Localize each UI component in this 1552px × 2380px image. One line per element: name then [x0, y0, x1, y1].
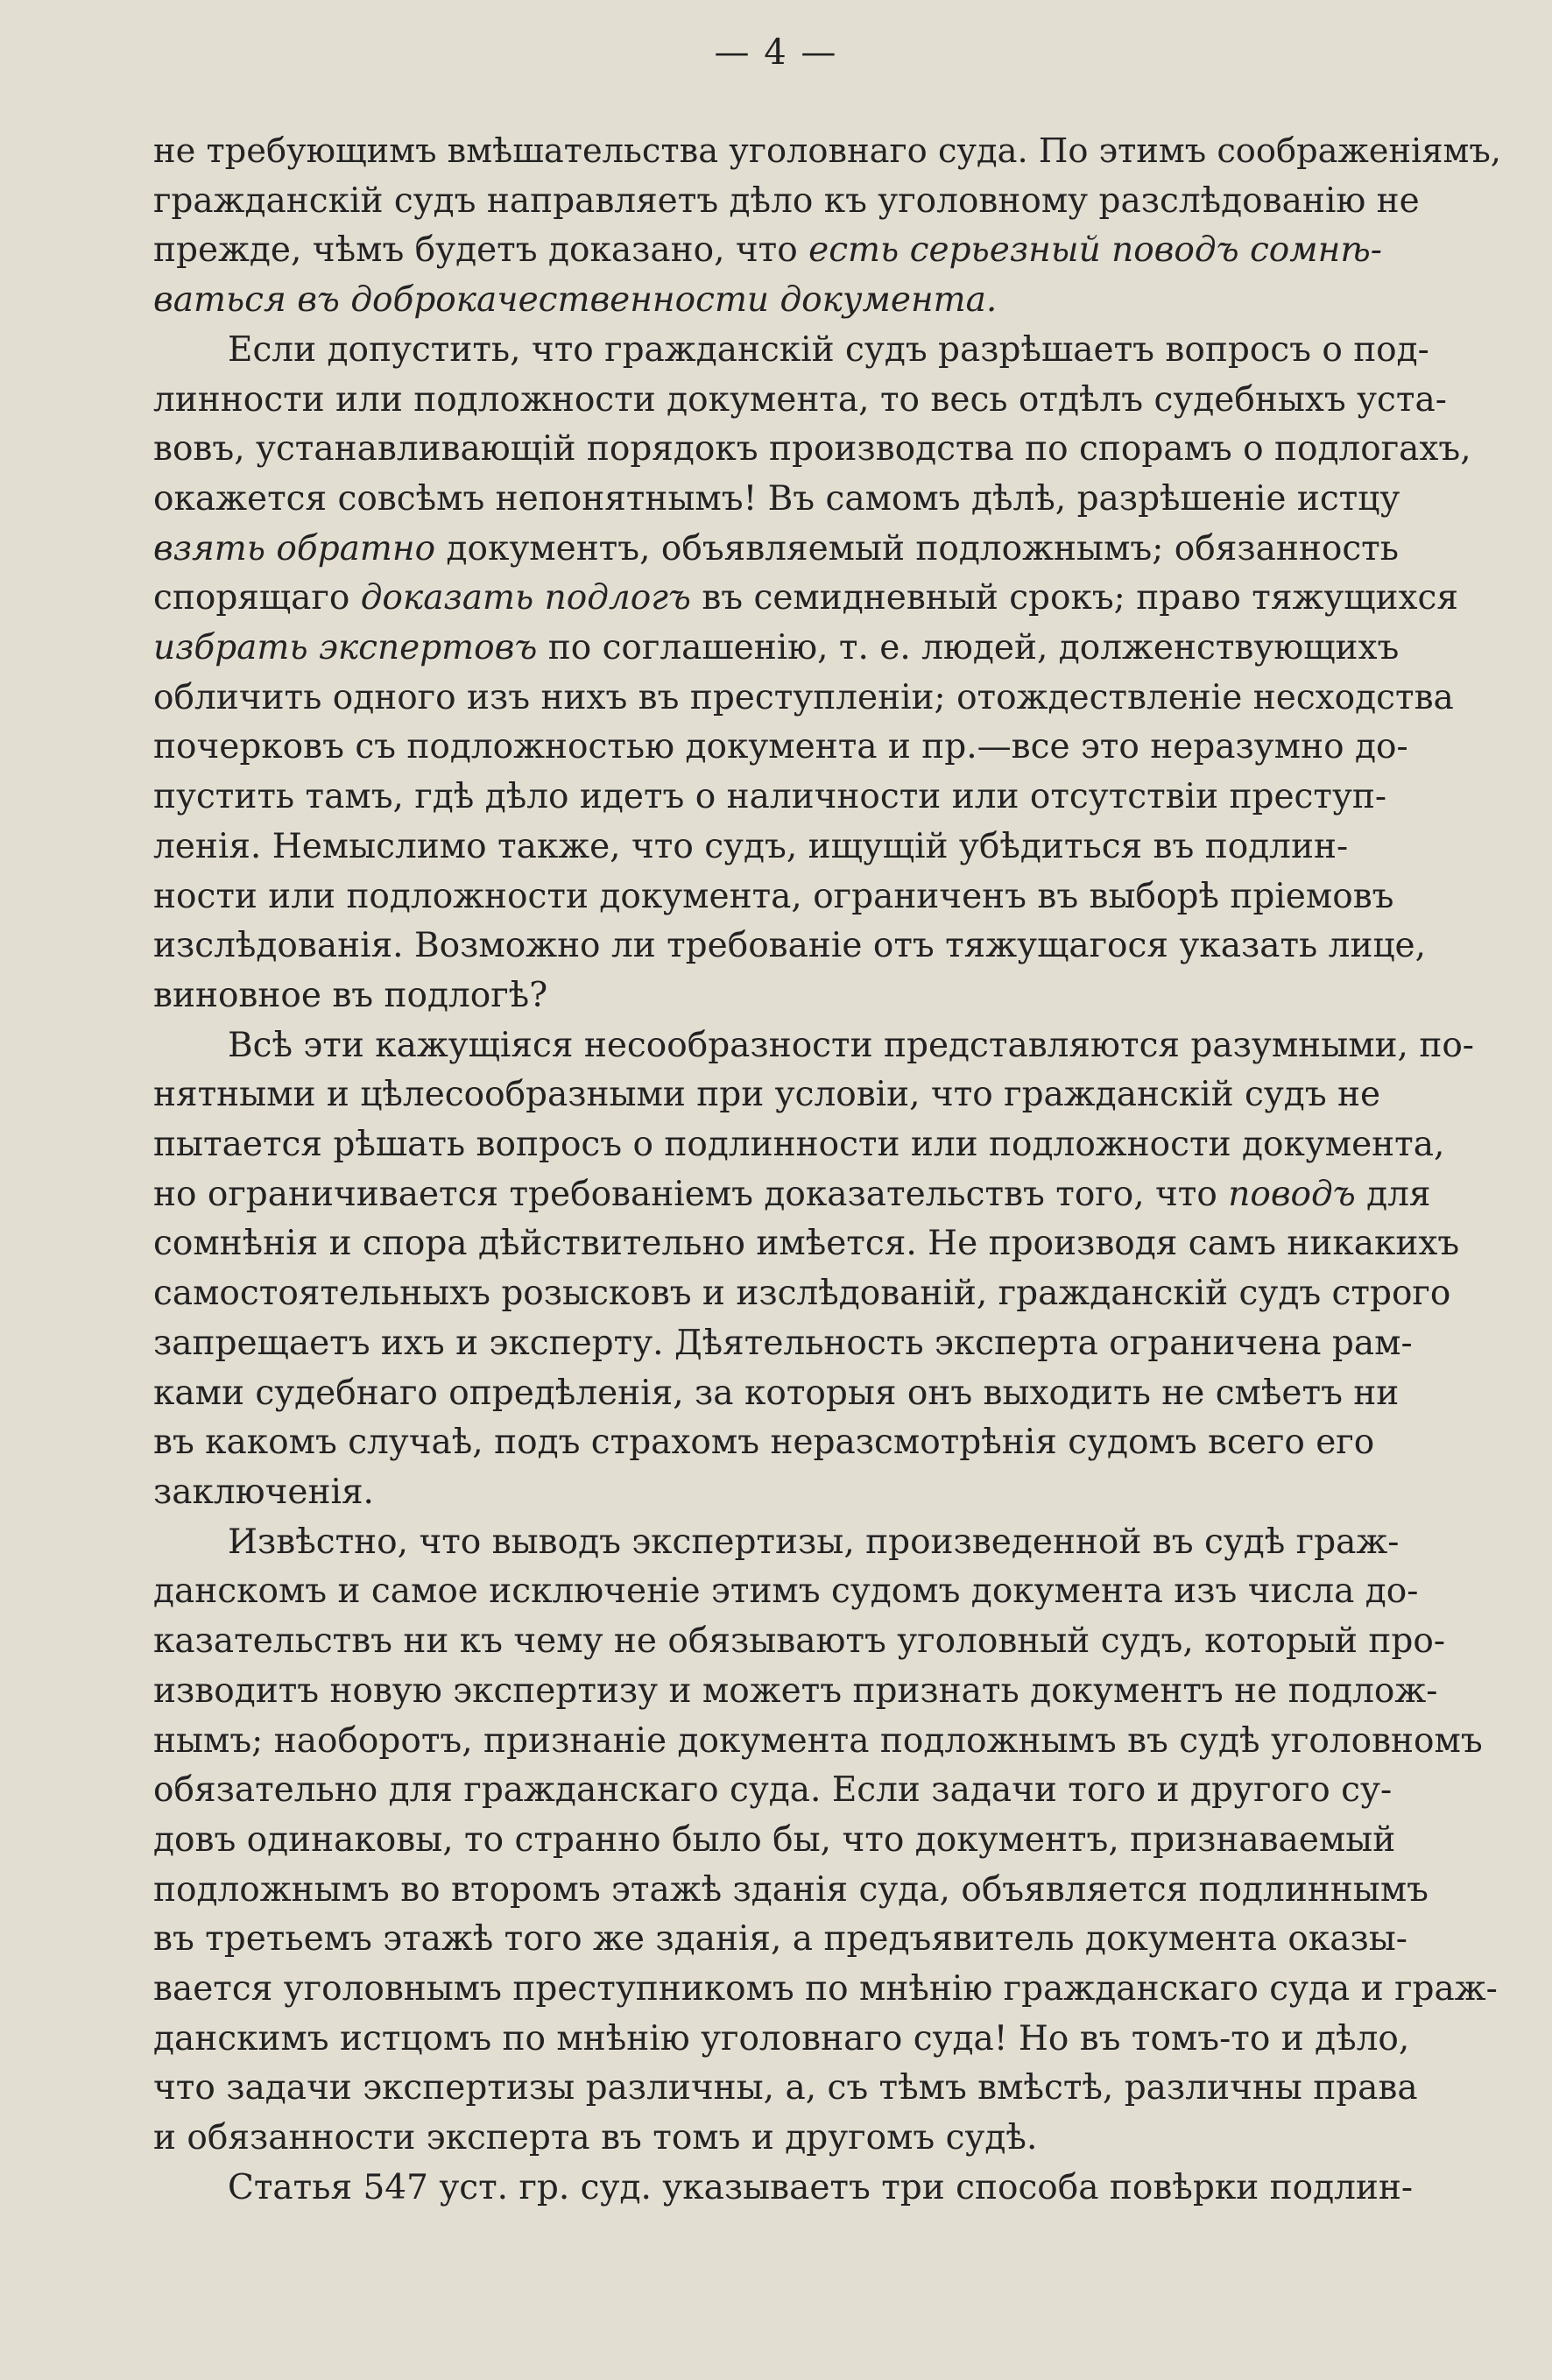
text-run: прежде, чѣмъ будетъ доказано, что [153, 230, 809, 271]
text-line [153, 574, 1502, 624]
text-line [153, 525, 1502, 575]
text-run: запрещаетъ ихъ и эксперту. Дѣятельность эксперта ограничена рам- [153, 1323, 1413, 1363]
text-run: Если допустить, что гражданскій судъ разрѣшаетъ вопросъ о под- [228, 329, 1429, 370]
text-line [153, 1120, 1502, 1170]
emphasis-text: ваться въ доброкачественности документа. [153, 280, 998, 321]
text-run: самостоятельныхъ розысковъ и изслѣдованій, гражданскій судъ строго [153, 1274, 1451, 1314]
text-run: и обязанности эксперта въ томъ и другомъ судѣ. [153, 2118, 1038, 2158]
text-line [153, 773, 1502, 823]
text-run: заключенія. [153, 1472, 374, 1512]
text-line [153, 823, 1502, 872]
text-line [153, 1965, 1502, 2015]
text-line [153, 1866, 1502, 1916]
text-run: нятными и цѣлесообразными при условіи, что гражданскій судъ не [153, 1075, 1381, 1115]
text-line [153, 922, 1502, 971]
text-line [153, 2164, 1502, 2214]
text-line [153, 1915, 1502, 1965]
text-run: ленія. Немыслимо также, что судъ, ищущій убѣдиться въ подлин- [153, 826, 1349, 866]
text-run: пустить тамъ, гдѣ дѣло идетъ о наличности или отсутствіи преступ- [153, 777, 1387, 817]
text-run: въ семидневный срокъ; право тяжущихся [690, 578, 1458, 618]
text-line [153, 1418, 1502, 1468]
text-line [153, 1319, 1502, 1369]
text-run: линности или подложности документа, то весь отдѣлъ судебныхъ уста- [153, 379, 1447, 420]
text-line [153, 1518, 1502, 1568]
text-line [153, 872, 1502, 922]
text-run: ности или подложности документа, ограниченъ въ выборѣ пріемовъ [153, 876, 1394, 916]
text-run: виновное въ подлогѣ? [153, 975, 548, 1015]
text-run: окажется совсѣмъ непонятнымъ! Въ самомъ дѣлѣ, разрѣшеніе истцу [153, 478, 1400, 519]
text-line [153, 1766, 1502, 1816]
text-run: данскимъ истцомъ по мнѣнію уголовнаго суда! Но въ томъ-то и дѣло, [153, 2018, 1410, 2059]
text-line [153, 376, 1502, 426]
body-text [153, 127, 1502, 2214]
text-line [153, 2114, 1502, 2164]
text-run: но ограничивается требованіемъ доказательствъ того, что [153, 1174, 1229, 1214]
text-line [153, 177, 1502, 227]
emphasis-text: есть серьезный поводъ сомнѣ- [808, 230, 1382, 271]
text-run: обязательно для гражданскаго суда. Если задачи того и другого су- [153, 1770, 1393, 1811]
text-line [153, 1717, 1502, 1767]
text-run: документъ, объявляемый подложнымъ; обязанность [435, 528, 1399, 569]
text-run: обличить одного изъ нихъ въ преступленіи; отождествленіе несходства [153, 677, 1454, 717]
text-line [153, 226, 1502, 276]
text-line [153, 1219, 1502, 1269]
text-run: казательствъ ни къ чему не обязываютъ уголовный судъ, который про- [153, 1621, 1446, 1662]
text-run: Всѣ эти кажущіяся несообразности представляются разумными, по- [228, 1025, 1474, 1065]
text-line [153, 971, 1502, 1021]
text-line [153, 425, 1502, 475]
text-run: почерковъ съ подложностью документа и пр.—все это неразумно до- [153, 727, 1408, 767]
text-run: довъ одинаковы, то странно было бы, что документъ, признаваемый [153, 1819, 1396, 1860]
text-run: не требующимъ вмѣшательства уголовнаго суда. По этимъ соображеніямъ, [153, 131, 1501, 171]
emphasis-text: поводъ [1228, 1174, 1356, 1214]
emphasis-text: избрать экспертовъ [153, 628, 538, 668]
text-line [153, 723, 1502, 773]
text-run: въ какомъ случаѣ, подъ страхомъ неразсмотрѣнія судомъ всего его [153, 1423, 1375, 1463]
text-run: подложнымъ во второмъ этажѣ зданія суда, объявляется подлиннымъ [153, 1869, 1429, 1910]
text-run: что задачи экспертизы различны, а, съ тѣмъ вмѣстѣ, различны права [153, 2068, 1418, 2108]
text-line [153, 475, 1502, 525]
text-line [153, 1567, 1502, 1617]
text-line [153, 1021, 1502, 1071]
text-run: по соглашенію, т. е. людей, долженствующихъ [537, 628, 1400, 668]
text-run: Извѣстно, что выводъ экспертизы, произведенной въ судѣ граж- [228, 1522, 1400, 1562]
emphasis-text: доказать подлогъ [360, 578, 691, 618]
text-line [153, 2064, 1502, 2114]
text-line [153, 1617, 1502, 1667]
text-line [153, 2015, 1502, 2065]
text-run: изслѣдованія. Возможно ли требованіе отъ тяжущагося указать лице, [153, 926, 1426, 966]
page-number: — 4 — [714, 32, 838, 73]
text-line [153, 1369, 1502, 1419]
text-run: спорящаго [153, 578, 361, 618]
text-run: сомнѣнія и спора дѣйствительно имѣется. Не производя самъ никакихъ [153, 1224, 1460, 1264]
text-run: ками судебнаго опредѣленія, за которыя онъ выходить не смѣетъ ни [153, 1373, 1400, 1413]
text-line [153, 326, 1502, 376]
text-line [153, 1170, 1502, 1220]
text-line [153, 1468, 1502, 1518]
text-line [153, 1667, 1502, 1717]
text-line [153, 127, 1502, 177]
text-run: нымъ; наоборотъ, признаніе документа подложнымъ въ судѣ уголовномъ [153, 1720, 1483, 1761]
text-run: Статья 547 уст. гр. суд. указываетъ три способа повѣрки подлин- [228, 2167, 1414, 2207]
text-line [153, 1269, 1502, 1319]
text-run: вовъ, устанавливающій порядокъ производства по спорамъ о подлогахъ, [153, 429, 1471, 470]
text-line [153, 624, 1502, 674]
text-run: для [1355, 1174, 1431, 1214]
text-line [153, 674, 1502, 724]
text-line [153, 1816, 1502, 1866]
text-run: пытается рѣшать вопросъ о подлинности или подложности документа, [153, 1125, 1445, 1165]
text-run: данскомъ и самое исключеніе этимъ судомъ документа изъ числа до- [153, 1571, 1419, 1612]
text-run: въ третьемъ этажѣ того же зданія, а предъявитель документа оказы- [153, 1919, 1407, 1960]
emphasis-text: взять обратно [153, 528, 436, 569]
text-line [153, 1070, 1502, 1120]
text-run: изводитъ новую экспертизу и можетъ признать документъ не подлож- [153, 1670, 1438, 1711]
text-run: гражданскій судъ направляетъ дѣло къ уголовному разслѣдованію не [153, 180, 1420, 221]
text-line [153, 276, 1502, 326]
text-run: вается уголовнымъ преступникомъ по мнѣнію гражданскаго суда и граж- [153, 1969, 1498, 2009]
